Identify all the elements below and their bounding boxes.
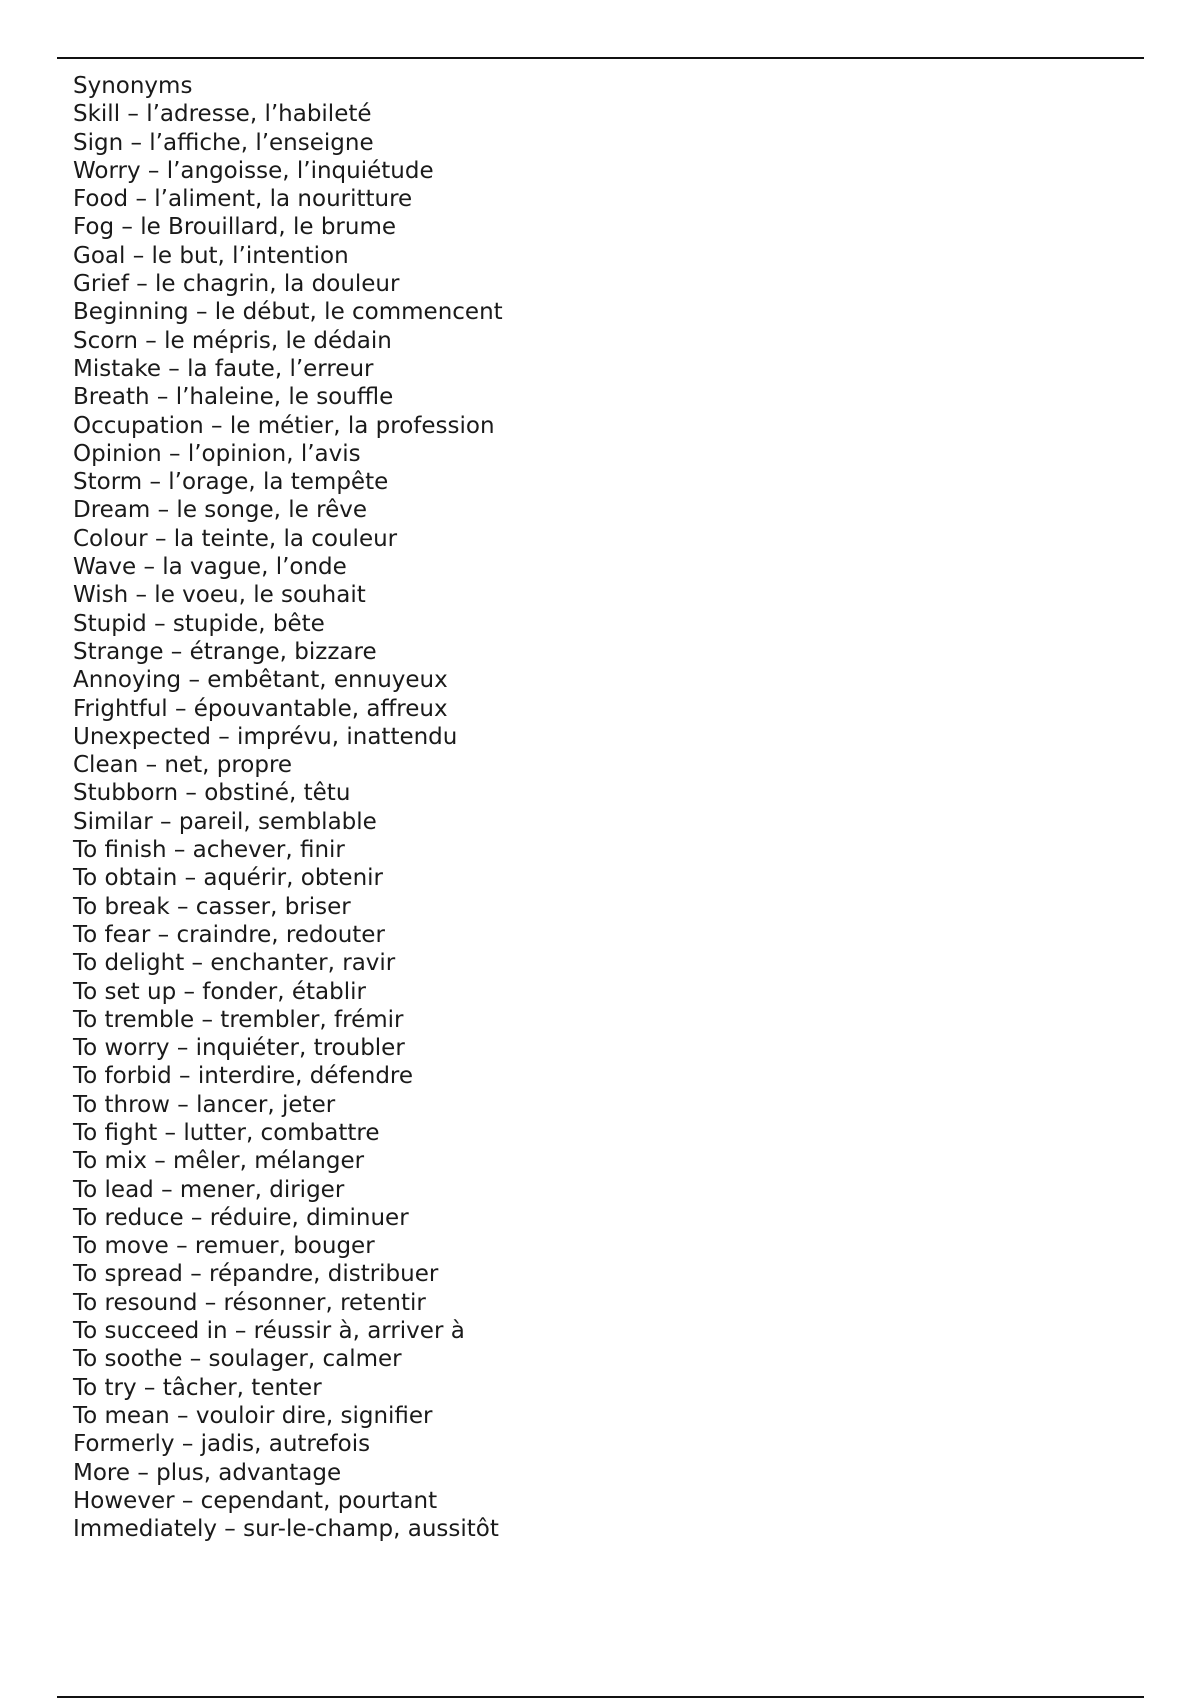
synonym-entry: More – plus, advantage — [73, 1459, 342, 1486]
synonym-entry: Storm – l’orage, la tempête — [73, 469, 389, 496]
synonym-entry: Wish – le voeu, le souhait — [73, 582, 366, 609]
synonym-entry: To resound – résonner, retentir — [73, 1289, 426, 1316]
synonym-entry: Frightful – épouvantable, affreux — [73, 695, 448, 722]
synonym-entry: Colour – la teinte, la couleur — [73, 525, 398, 552]
synonym-entry: Unexpected – imprévu, inattendu — [73, 723, 458, 750]
synonym-entry: To set up – fonder, établir — [73, 978, 366, 1005]
synonym-entry: Sign – l’affiche, l’enseigne — [73, 129, 374, 156]
synonym-entry: Formerly – jadis, autrefois — [73, 1431, 371, 1458]
synonym-entry: Clean – net, propre — [73, 752, 293, 779]
synonym-entry: To tremble – trembler, frémir — [73, 1006, 404, 1033]
synonym-entry: Occupation – le métier, la profession — [73, 412, 495, 439]
synonym-entry: To finish – achever, finir — [73, 837, 345, 864]
synonym-entry: Similar – pareil, semblable — [73, 808, 377, 835]
synonym-entry: Stubborn – obstiné, têtu — [73, 780, 351, 807]
synonym-entry: Fog – le Brouillard, le brume — [73, 214, 397, 241]
synonym-entry: To forbid – interdire, défendre — [73, 1063, 414, 1090]
document-body — [73, 72, 1133, 1543]
synonym-entry: To lead – mener, diriger — [73, 1176, 345, 1203]
synonym-entry: However – cependant, pourtant — [73, 1487, 438, 1514]
synonym-entry: Worry – l’angoisse, l’inquiétude — [73, 157, 434, 184]
synonym-entry: Immediately – sur-le-champ, aussitôt — [73, 1516, 499, 1543]
synonym-list — [73, 100, 1133, 1543]
synonym-entry: To soothe – soulager, calmer — [73, 1346, 402, 1373]
synonym-entry: To worry – inquiéter, troubler — [73, 1035, 405, 1062]
synonym-entry: Opinion – l’opinion, l’avis — [73, 440, 361, 467]
synonym-entry: To mean – vouloir dire, signifier — [73, 1402, 433, 1429]
synonym-entry: Beginning – le début, le commencent — [73, 299, 503, 326]
synonym-entry: Skill – l’adresse, l’habileté — [73, 101, 372, 128]
synonym-entry: To break – casser, briser — [73, 893, 351, 920]
bottom-rule — [57, 1696, 1144, 1698]
synonym-entry: To succeed in – réussir à, arriver à — [73, 1318, 465, 1345]
synonym-entry: Goal – le but, l’intention — [73, 242, 349, 269]
synonym-entry: Food – l’aliment, la nouritture — [73, 186, 413, 213]
synonym-entry: To reduce – réduire, diminuer — [73, 1204, 409, 1231]
synonym-entry: Dream – le songe, le rêve — [73, 497, 368, 524]
synonym-entry: Breath – l’haleine, le souffle — [73, 384, 394, 411]
synonym-entry: To obtain – aquérir, obtenir — [73, 865, 384, 892]
synonym-entry: Wave – la vague, l’onde — [73, 554, 347, 581]
synonym-entry: To try – tâcher, tenter — [73, 1374, 322, 1401]
synonym-entry: Annoying – embêtant, ennuyeux — [73, 667, 448, 694]
synonym-entry: To mix – mêler, mélanger — [73, 1148, 365, 1175]
synonym-entry: To delight – enchanter, ravir — [73, 950, 396, 977]
synonym-entry: Scorn – le mépris, le dédain — [73, 327, 392, 354]
synonym-entry: Strange – étrange, bizzare — [73, 638, 377, 665]
synonym-entry: To move – remuer, bouger — [73, 1233, 375, 1260]
synonym-entry: To throw – lancer, jeter — [73, 1091, 336, 1118]
top-rule — [57, 57, 1144, 59]
synonym-entry: To spread – répandre, distribuer — [73, 1261, 439, 1288]
synonym-entry: Stupid – stupide, bête — [73, 610, 325, 637]
synonym-entry: Grief – le chagrin, la douleur — [73, 271, 400, 298]
document-title: Synonyms — [73, 73, 193, 99]
synonym-entry: To fight – lutter, combattre — [73, 1119, 380, 1146]
synonym-entry: Mistake – la faute, l’erreur — [73, 355, 374, 382]
synonym-entry: To fear – craindre, redouter — [73, 921, 385, 948]
